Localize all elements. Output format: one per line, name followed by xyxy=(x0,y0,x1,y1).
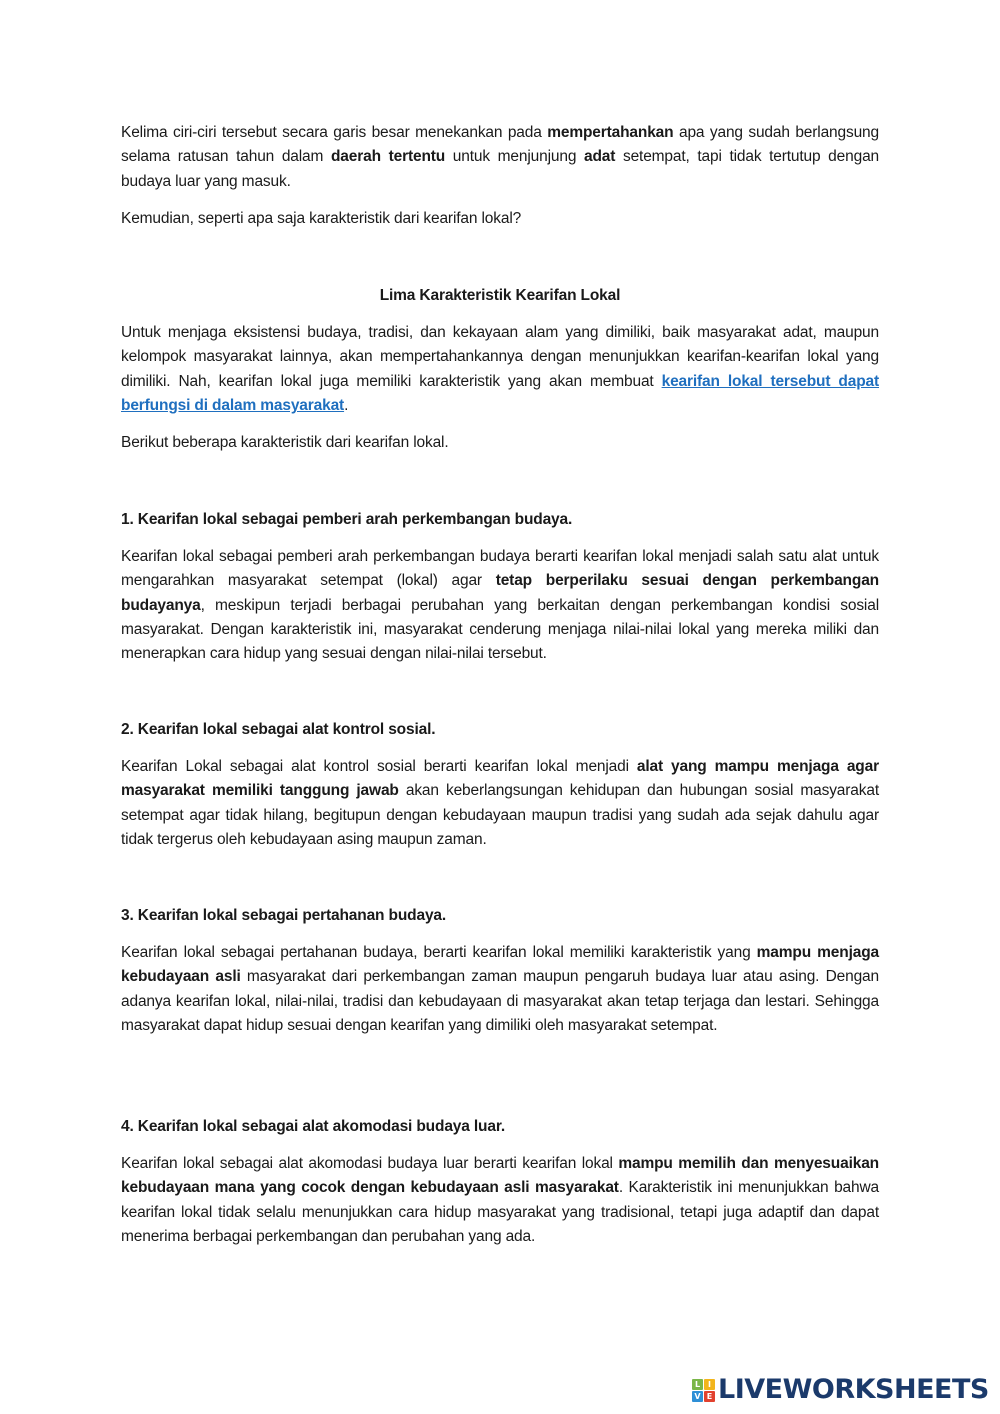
logo-tile-e: E xyxy=(704,1391,715,1402)
logo-tiles-icon xyxy=(692,1379,715,1402)
bold-text: mempertahankan xyxy=(547,124,674,141)
bold-text: mampu menjaga kebudayaan asli xyxy=(121,944,879,986)
logo-tile-l: L xyxy=(692,1379,703,1390)
item-3-heading: 3. Kearifan lokal sebagai pertahanan budaya. xyxy=(121,907,447,924)
bold-text: daerah tertentu xyxy=(330,148,446,166)
item-4-heading: 4. Kearifan lokal sebagai alat akomodasi budaya luar. xyxy=(121,1118,506,1135)
logo-tile-v: V xyxy=(692,1391,703,1402)
bold-text: tetap berperilaku sesuai dengan perkembangan budayanya xyxy=(121,572,879,614)
bold-text: alat yang mampu menjaga agar masyarakat memiliki tanggung jawab xyxy=(121,758,879,800)
section-paragraph: Untuk menjaga eksistensi budaya, tradisi, dan kekayaan alam yang dimiliki, baik masyarakat adat, maupun kelompok masyarakat lainnya, akan mempertahankannya dengan menunjukkan kearifan-kearifan lokal yang dimiliki. Nah, kearifan lokal juga memiliki karakteristik yang akan membuat kearifan lokal tersebut dapat berfungsi di dalam masyarakat. xyxy=(121,324,879,414)
bold-text: adat xyxy=(584,148,616,166)
kearifan-lokal-link[interactable]: kearifan lokal tersebut dapat berfungsi di dalam masyarakat xyxy=(121,372,879,414)
item-2-heading: 2. Kearifan lokal sebagai alat kontrol sosial. xyxy=(121,721,436,738)
bold-text: mampu memilih dan menyesuaikan kebudayaan mana yang cocok dengan kebudayaan asli masyarakat xyxy=(121,1155,879,1197)
section-intro-list: Berikut beberapa karakteristik dari kearifan lokal. xyxy=(121,434,449,451)
logo-tile-i: I xyxy=(704,1379,715,1390)
liveworksheets-logo xyxy=(692,1374,989,1405)
intro-paragraph: Kelima ciri-ciri tersebut secara garis besar menekankan pada mempertahankan apa yang sudah berlangsung selama ratusan tahun dalam daerah tertentu untuk menjunjung adat setempat, tapi tidak tertutup dengan budaya luar yang masuk. xyxy=(121,124,880,190)
logo-text: LIVEWORKSHEETS xyxy=(718,1374,989,1405)
section-title: Lima Karakteristik Kearifan Lokal xyxy=(379,287,621,304)
item-1-body: Kearifan lokal sebagai pemberi arah perkembangan budaya berarti kearifan lokal menjadi salah satu alat untuk mengarahkan masyarakat setempat (lokal) agar tetap berperilaku sesuai dengan perkembangan budayanya, meskipun terjadi berbagai perubahan yang berkaitan dengan perkembangan kondisi sosial masyarakat. Dengan karakteristik ini, masyarakat cenderung menjaga nilai-nilai lokal yang mereka miliki dan menerapkan cara hidup yang sesuai dengan nilai-nilai tersebut. xyxy=(121,548,879,663)
item-3-body: Kearifan lokal sebagai pertahanan budaya, berarti kearifan lokal memiliki karakteristik yang mampu menjaga kebudayaan asli masyarakat dari perkembangan zaman maupun pengaruh budaya luar atau asing. Dengan adanya kearifan lokal, nilai-nilai, tradisi dan kebudayaan di masyarakat akan tetap terjaga dan lestari. Sehingga masyarakat dapat hidup sesuai dengan kearifan yang dimiliki oleh masyarakat setempat. xyxy=(121,944,879,1034)
intro-question: Kemudian, seperti apa saja karakteristik dari kearifan lokal? xyxy=(121,210,522,227)
item-1-heading: 1. Kearifan lokal sebagai pemberi arah perkembangan budaya. xyxy=(121,511,573,528)
item-4-body: Kearifan lokal sebagai alat akomodasi budaya luar berarti kearifan lokal mampu memilih dan menyesuaikan kebudayaan mana yang cocok dengan kebudayaan asli masyarakat. Karakteristik ini menunjukkan bahwa kearifan lokal tidak selalu menunjukkan cara hidup masyarakat yang tradisional, tetapi juga adaptif dan dapat menerima berbagai perkembangan dan perubahan yang ada. xyxy=(121,1155,879,1245)
item-2-body: Kearifan Lokal sebagai alat kontrol sosial berarti kearifan lokal menjadi alat yang mampu menjaga agar masyarakat memiliki tanggung jawab akan keberlangsungan kehidupan dan hubungan sosial masyarakat setempat agar tidak hilang, begitupun dengan kebudayaan maupun tradisi yang sudah ada sejak dahulu agar tidak tergerus oleh kebudayaan asing maupun zaman. xyxy=(121,758,879,848)
